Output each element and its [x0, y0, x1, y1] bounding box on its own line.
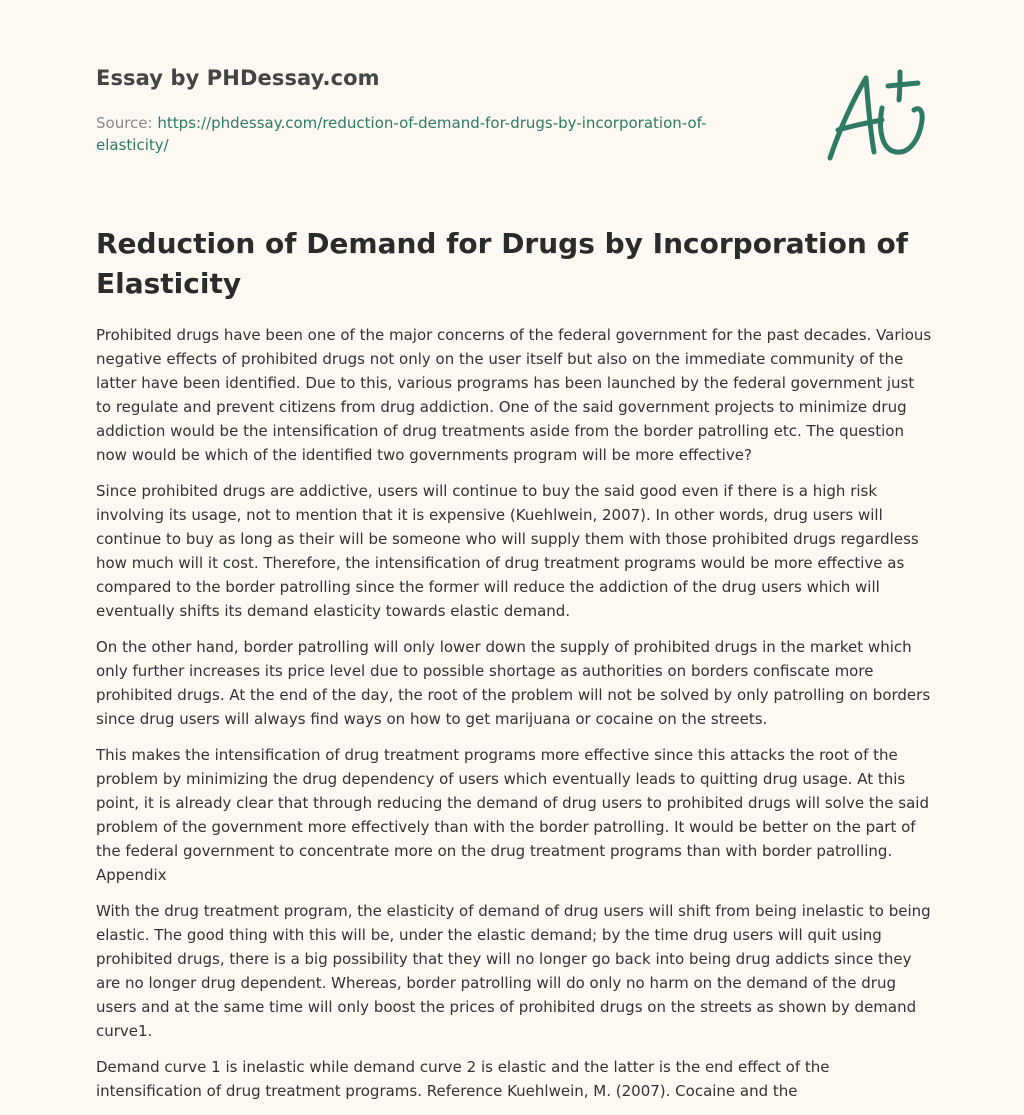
source-line [96, 112, 736, 156]
site-title: Essay by PHDessay.com [96, 66, 380, 90]
a-plus-logo-icon [820, 68, 930, 166]
paragraph: Demand curve 1 is inelastic while demand curve 2 is elastic and the latter is the end effect of the intensification of drug treatment programs. Reference Kuehlwein, M. (2007). Cocaine and the [96, 1058, 830, 1100]
paragraph: Since prohibited drugs are addictive, users will continue to buy the said good even if there is a high risk involving its usage, not to mention that it is expensive (Kuehlwein, 2007). In other words, drug users will continue to buy as long as their will be someone who will supply them with those prohibited drugs regardless how much will it cost. Therefore, the intensification of drug treatment programs would be more effective as compared to the border patrolling since the former will reduce the addiction of the drug users which will eventually shifts its demand elasticity towards elastic demand. [96, 482, 919, 620]
paragraph: With the drug treatment program, the elasticity of demand of drug users will shift from being inelastic to being elastic. The good thing with this will be, under the elastic demand; by the time drug users will quit using prohibited drugs, there is a big possibility that they will no longer go back into being drug addicts since they are no longer drug dependent. Whereas, border patrolling will do only no harm on the demand of the drug users and at the same time will only boost the prices of prohibited drugs on the streets as shown by demand curve1. [96, 902, 931, 1040]
essay-body [96, 323, 932, 1115]
paragraph: On the other hand, border patrolling will only lower down the supply of prohibited drugs in the market which only further increases its price level due to possible shortage as authorities on borders confiscate more prohibited drugs. At the end of the day, the root of the problem will not be solved by only patrolling on borders since drug users will always find ways on how to get marijuana or cocaine on the streets. [96, 638, 931, 728]
paragraph: Prohibited drugs have been one of the major concerns of the federal government for the past decades. Various negative effects of prohibited drugs not only on the user itself but also on the immediate community of the latter have been identified. Due to this, various programs has been launched by the federal government just to regulate and prevent citizens from drug addiction. One of the said government projects to minimize drug addiction would be the intensification of drug treatments aside from the border patrolling etc. The question now would be which of the identified two governments program will be more effective? [96, 326, 932, 464]
source-link[interactable]: https://phdessay.com/reduction-of-demand-for-drugs-by-incorporation-of-elasticity/ [96, 114, 707, 154]
paragraph: This makes the intensification of drug treatment programs more effective since this attacks the root of the problem by minimizing the drug dependency of users which eventually leads to quitting drug usage. At this point, it is already clear that through reducing the demand of drug users to prohibited drugs will solve the said problem of the government more effectively than with the border patrolling. It would be better on the part of the federal government to concentrate more on the drug treatment programs than with border patrolling. Appendix [96, 746, 929, 884]
essay-title: Reduction of Demand for Drugs by Incorporation of Elasticity [96, 227, 908, 300]
source-label: Source: [96, 114, 153, 132]
